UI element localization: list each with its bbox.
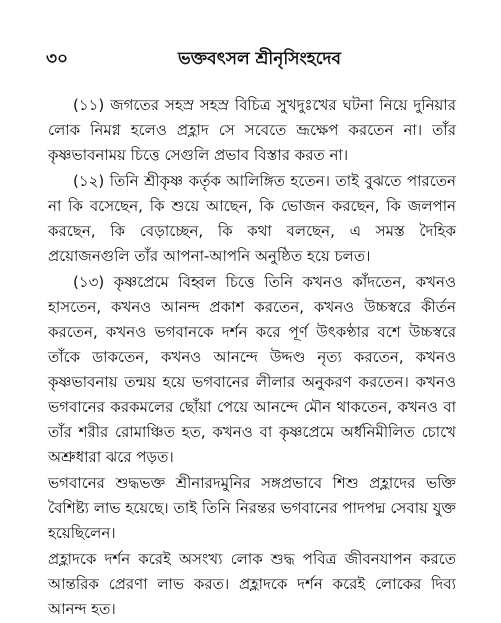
- paragraph-12: (১২) তিনি শ্রীকৃষ্ণ কর্তৃক আলিঙ্গিত হতেন। তাই বুঝতে পারতেন না কি বসেছেন, কি শুয়ে আছেন, কি ভোজন করছেন, কি জলপান করছেন, কি বেড়াচ্ছেন, কি কথা বলছেন, এ সমস্ত দৈহিক প্রয়োজনগুলি তাঁর আপনা-আপনি অনুষ্ঠিত হয়ে চলত।: [48, 172, 456, 265]
- paragraph-narada-association: ভগবানের শুদ্ধভক্ত শ্রীনারদমুনির সঙ্গপ্রভাবে শিশু প্রহ্লাদের ভক্তি বৈশিষ্ট্য লাভ হয়েছে। তাই তিনি নিরন্তর ভগবানের পাদপদ্ম সেবায় যুক্ত হয়েছিলেন।: [48, 474, 456, 542]
- page-number: ৩০: [46, 49, 69, 69]
- running-title: ভক্তবৎসল শ্রীনৃসিংহদেব: [178, 49, 341, 69]
- paragraph-11: (১১) জগতের সহস্র সহস্র বিচিত্র সুখদুঃখের ঘটনা নিয়ে দুনিয়ার লোক নিমগ্ন হলেও প্রহ্লাদ সে সবেতে ভ্রূক্ষেপ করতেন না। তাঁর কৃষ্ণভাবনাময় চিত্তে সেগুলি প্রভাব বিস্তার করত না।: [48, 96, 456, 164]
- paragraph-13: (১৩) কৃষ্ণপ্রেমে বিহ্বল চিত্তে তিনি কখনও কাঁদতেন, কখনও হাসতেন, কখনও আনন্দ প্রকাশ করতেন, কখনও উচ্চস্বরে কীর্তন করতেন, কখনও ভগবানকে দর্শন করে পূর্ণ উৎকণ্ঠার বশে উচ্চস্বরে তাঁকে ডাকতেন, কখনও আনন্দে উদ্দণ্ড নৃত্য করতেন, কখনও কৃষ্ণভাবনায় তন্ময় হয়ে ভগবানের লীলার অনুকরণ করতেন। কখনও ভগবানের করকমলের ছোঁয়া পেয়ে আনন্দে মৌন থাকতেন, কখনও বা তাঁর শরীর রোমাঞ্চিত হত, কখনও বা কৃষ্ণপ্রেমে অর্ধনিমীলিত চোখে অশ্রুধারা ঝরে পড়ত।: [48, 273, 456, 466]
- paragraph-prahlada-darshan: প্রহ্লাদকে দর্শন করেই অসংখ্য লোক শুদ্ধ পবিত্র জীবনযাপন করতে আন্তরিক প্রেরণা লাভ করত। প্রহ্লাদকে দর্শন করেই লোকের দিব্য আনন্দ হত।: [48, 550, 456, 618]
- page-body: [48, 93, 456, 622]
